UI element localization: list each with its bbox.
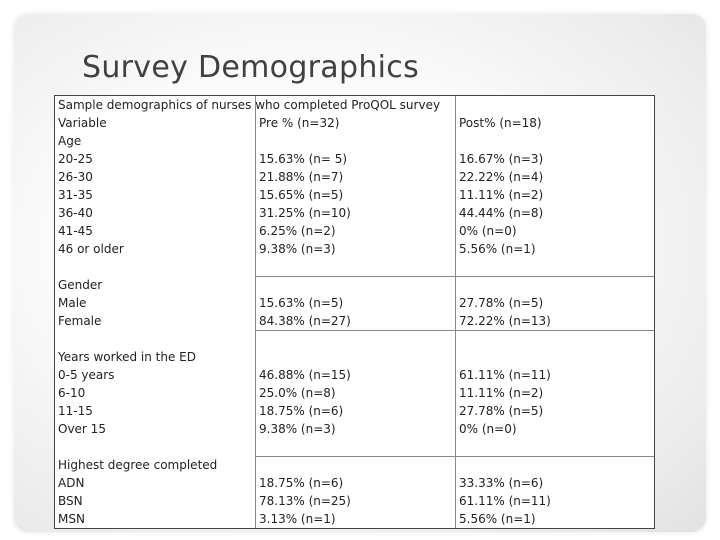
table-cell-pre: 21.88% (n=7) [259, 170, 344, 184]
table-row-label: Male [58, 296, 87, 310]
table-cell-post: 72.22% (n=13) [459, 314, 551, 328]
table-cell-pre: 46.88% (n=15) [259, 368, 351, 382]
spacer-row [459, 258, 551, 276]
section-label-degree: Highest degree completed [58, 458, 218, 472]
table-row-label: 36-40 [58, 206, 93, 220]
table-cell-pre: 15.63% (n=5) [259, 296, 344, 310]
spacer-row [58, 438, 440, 456]
spacer-row [459, 96, 551, 114]
table-row-label: 6-10 [58, 386, 86, 400]
spacer-row [58, 258, 440, 276]
table-cell-post: 11.11% (n=2) [459, 188, 544, 202]
spacer-row [459, 276, 551, 294]
table-caption: Sample demographics of nurses who completed ProQOL survey [58, 98, 441, 112]
spacer-row [459, 132, 551, 150]
table-row-label: 41-45 [58, 224, 93, 238]
demographics-table [54, 95, 655, 529]
table-row-label: 46 or older [58, 242, 124, 256]
table-cell-post: 0% (n=0) [459, 422, 517, 436]
spacer-row [259, 96, 351, 114]
table-cell-pre: 15.63% (n= 5) [259, 152, 348, 166]
table-row-label: ADN [58, 476, 85, 490]
column-divider [455, 96, 456, 528]
table-cell-post: 5.56% (n=1) [459, 242, 536, 256]
section-label-age: Age [58, 134, 82, 148]
table-cell-post: 27.78% (n=5) [459, 296, 544, 310]
spacer-row [259, 276, 351, 294]
pre-header: Pre % (n=32) [259, 116, 340, 130]
table-cell-post: 16.67% (n=3) [459, 152, 544, 166]
table-cell-post: 61.11% (n=11) [459, 494, 551, 508]
table-cell-pre: 9.38% (n=3) [259, 242, 336, 256]
table-cell-post: 5.56% (n=1) [459, 512, 536, 526]
table-row-label: BSN [58, 494, 83, 508]
spacer-row [459, 348, 551, 366]
table-cell-post: 61.11% (n=11) [459, 368, 551, 382]
section-label-years: Years worked in the ED [58, 350, 196, 364]
section-label-gender: Gender [58, 278, 103, 292]
table-cell-post: 27.78% (n=5) [459, 404, 544, 418]
table-row-label: MSN [58, 512, 85, 526]
table-row-label: Female [58, 314, 102, 328]
table-cell-post: 0% (n=0) [459, 224, 517, 238]
table-cell-pre: 78.13% (n=25) [259, 494, 351, 508]
spacer-row [459, 330, 551, 348]
table-cell-post: 11.11% (n=2) [459, 386, 544, 400]
table-cell-pre: 3.13% (n=1) [259, 512, 336, 526]
spacer-row [259, 132, 351, 150]
variable-column [58, 96, 440, 528]
post-header: Post% (n=18) [459, 116, 542, 130]
table-cell-pre: 18.75% (n=6) [259, 404, 344, 418]
table-cell-pre: 25.0% (n=8) [259, 386, 336, 400]
table-cell-pre: 18.75% (n=6) [259, 476, 344, 490]
table-row-label: 0-5 years [58, 368, 115, 382]
pre-column [259, 96, 351, 528]
table-cell-post: 44.44% (n=8) [459, 206, 544, 220]
spacer-row [259, 456, 351, 474]
table-row-label: 31-35 [58, 188, 93, 202]
post-column [459, 96, 551, 528]
spacer-row [259, 348, 351, 366]
table-cell-post: 33.33% (n=6) [459, 476, 544, 490]
slide-title: Survey Demographics [82, 50, 420, 85]
table-cell-pre: 84.38% (n=27) [259, 314, 351, 328]
table-row-label: 11-15 [58, 404, 93, 418]
spacer-row [259, 438, 351, 456]
table-cell-pre: 9.38% (n=3) [259, 422, 336, 436]
spacer-row [259, 258, 351, 276]
spacer-row [459, 438, 551, 456]
variable-header: Variable [58, 116, 107, 130]
table-cell-pre: 6.25% (n=2) [259, 224, 336, 238]
spacer-row [459, 456, 551, 474]
table-row-label: 20-25 [58, 152, 93, 166]
table-cell-pre: 15.65% (n=5) [259, 188, 344, 202]
spacer-row [259, 330, 351, 348]
table-row-label: Over 15 [58, 422, 106, 436]
table-cell-pre: 31.25% (n=10) [259, 206, 351, 220]
table-cell-post: 22.22% (n=4) [459, 170, 544, 184]
table-row-label: 26-30 [58, 170, 93, 184]
spacer-row [58, 330, 440, 348]
